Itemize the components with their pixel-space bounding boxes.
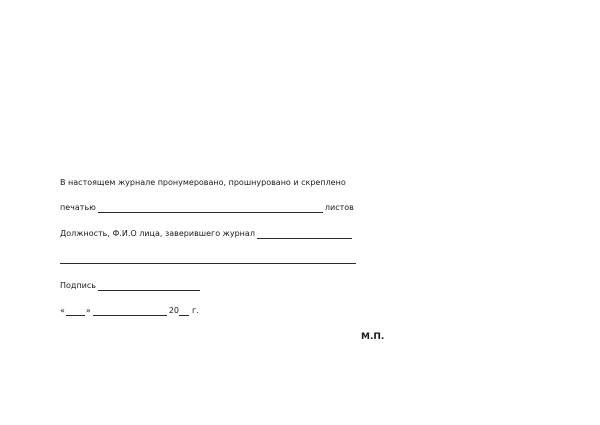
date-year-field[interactable] xyxy=(179,307,189,316)
position-name-label: Должность, Ф.И.О лица, заверившего журнал xyxy=(60,229,255,238)
seal-label: М.П. xyxy=(361,332,385,342)
pages-suffix-text: листов xyxy=(324,203,354,212)
signature-label: Подпись xyxy=(60,281,96,290)
pages-count-field[interactable] xyxy=(98,204,323,213)
pages-count-line xyxy=(60,203,354,213)
certification-statement xyxy=(60,178,346,188)
position-name-field[interactable] xyxy=(257,230,352,239)
date-line xyxy=(60,306,199,316)
date-month-field[interactable] xyxy=(93,307,167,316)
date-year-prefix: 20 xyxy=(168,306,179,315)
date-year-suffix: г. xyxy=(192,306,199,315)
position-name-continuation-field[interactable] xyxy=(60,255,356,264)
certification-statement-text: В настоящем журнале пронумеровано, прошнуровано и скреплено xyxy=(60,178,346,187)
pages-prefix-text: печатью xyxy=(60,203,96,212)
date-close-quote: » xyxy=(85,306,91,315)
position-name-line xyxy=(60,229,354,239)
date-open-quote: « xyxy=(60,306,65,315)
position-name-continuation-line xyxy=(60,255,358,264)
date-day-field[interactable] xyxy=(66,307,85,316)
signature-line xyxy=(60,281,202,291)
signature-field[interactable] xyxy=(98,282,200,291)
